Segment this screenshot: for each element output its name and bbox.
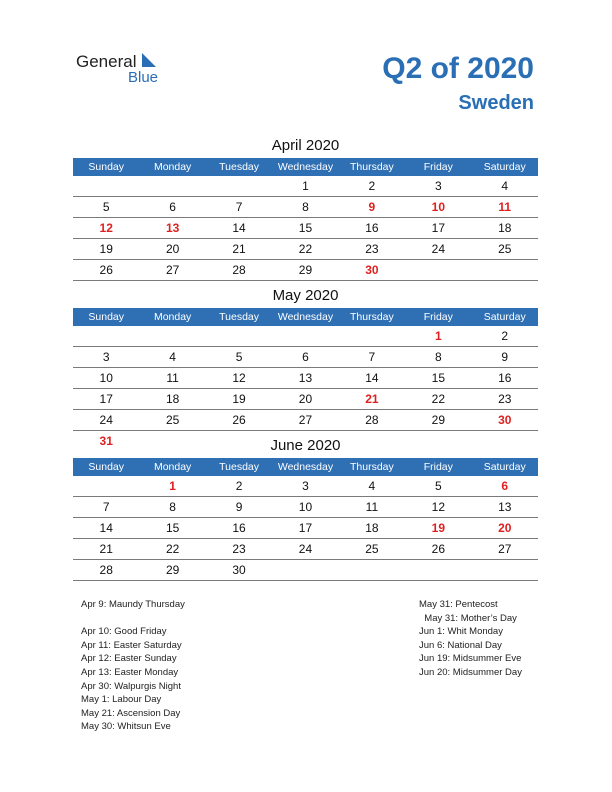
holiday-note: May 31: Pentecost <box>419 599 498 610</box>
day-cell: 1 <box>169 479 176 493</box>
holiday-note: Apr 12: Easter Sunday <box>81 653 177 665</box>
weekday-label: Wednesday <box>277 311 334 323</box>
day-cell: 29 <box>298 263 313 277</box>
day-cell: 28 <box>365 413 379 427</box>
month-weeks <box>73 326 538 451</box>
holiday-note: Jun 6: National Day <box>419 639 502 651</box>
weekday-label: Wednesday <box>277 461 334 473</box>
holiday-note: Jun 20: Midsummer Day <box>419 666 522 678</box>
weekday-label: Tuesday <box>219 161 259 173</box>
day-cell: 4 <box>169 350 176 364</box>
weekday-label: Sunday <box>88 311 125 323</box>
weekday-label: Thursday <box>350 161 394 173</box>
weekday-label: Monday <box>153 161 192 173</box>
logo-triangle-icon <box>142 53 156 67</box>
day-cell: 19 <box>431 521 445 535</box>
holiday-note: May 21: Ascension Day <box>81 707 181 719</box>
weekday-header <box>73 158 538 176</box>
day-cell: 6 <box>169 200 176 214</box>
day-cell: 12 <box>431 500 445 514</box>
day-cell: 27 <box>298 413 313 427</box>
day-cell: 6 <box>501 479 509 493</box>
day-cell: 9 <box>501 350 509 364</box>
weekday-label: Monday <box>153 461 192 473</box>
month-may <box>73 284 538 451</box>
day-cell: 16 <box>232 521 246 535</box>
weekday-label: Tuesday <box>219 461 259 473</box>
day-cell <box>139 176 205 196</box>
day-cell <box>73 176 139 196</box>
day-cell <box>206 326 272 346</box>
day-cell <box>472 560 538 580</box>
day-cell: 22 <box>165 542 180 556</box>
day-cell: 18 <box>498 221 512 235</box>
day-cell: 23 <box>498 392 512 406</box>
day-cell: 10 <box>298 500 313 514</box>
day-cell: 22 <box>298 242 313 256</box>
holiday-note: May 31: Mother’s Day <box>419 612 517 624</box>
day-cell: 21 <box>99 542 113 556</box>
day-cell <box>139 326 205 346</box>
weekday-label: Sunday <box>88 161 125 173</box>
day-cell <box>472 260 538 280</box>
weekday-label: Saturday <box>483 311 526 323</box>
day-cell: 15 <box>431 371 445 385</box>
day-cell <box>339 560 405 580</box>
day-cell: 14 <box>365 371 379 385</box>
week-row <box>73 539 538 560</box>
week-row <box>73 476 538 497</box>
generalblue-logo <box>76 52 176 92</box>
month-title: April 2020 <box>271 137 340 154</box>
day-cell: 13 <box>298 371 313 385</box>
day-cell: 7 <box>102 500 110 514</box>
week-row <box>73 518 538 539</box>
weekday-label: Friday <box>423 161 453 173</box>
day-cell: 24 <box>99 413 113 427</box>
day-cell: 17 <box>99 392 113 406</box>
day-cell <box>405 260 471 280</box>
day-cell: 9 <box>368 200 376 214</box>
weekday-label: Wednesday <box>277 161 334 173</box>
day-cell: 12 <box>99 221 113 235</box>
week-row <box>73 176 538 197</box>
day-cell: 18 <box>165 392 180 406</box>
day-cell: 19 <box>232 392 246 406</box>
month-weeks <box>73 176 538 281</box>
day-cell: 4 <box>501 179 509 193</box>
day-cell: 20 <box>498 521 512 535</box>
holiday-note: Apr 9: Maundy Thursday <box>81 599 185 610</box>
day-cell: 9 <box>235 500 243 514</box>
day-cell: 10 <box>431 200 445 214</box>
month-weeks <box>73 476 538 581</box>
day-cell: 3 <box>434 179 442 193</box>
day-cell: 1 <box>302 179 309 193</box>
day-cell: 11 <box>498 200 512 214</box>
day-cell: 2 <box>235 479 243 493</box>
day-cell: 21 <box>232 242 246 256</box>
week-row <box>73 560 538 581</box>
day-cell: 19 <box>99 242 113 256</box>
week-row <box>73 410 538 431</box>
weekday-header <box>73 308 538 326</box>
day-cell: 3 <box>302 479 309 493</box>
day-cell: 11 <box>365 500 379 514</box>
month-june <box>73 434 538 581</box>
day-cell: 14 <box>99 521 113 535</box>
day-cell <box>73 326 139 346</box>
day-cell: 5 <box>235 350 243 364</box>
day-cell: 27 <box>498 542 512 556</box>
day-cell: 22 <box>431 392 445 406</box>
day-cell: 26 <box>431 542 445 556</box>
day-cell: 15 <box>298 221 313 235</box>
day-cell: 12 <box>232 371 246 385</box>
day-cell <box>339 326 405 346</box>
week-row <box>73 239 538 260</box>
day-cell: 8 <box>434 350 442 364</box>
holiday-note: Jun 19: Midsummer Eve <box>419 653 522 665</box>
holiday-note: Apr 10: Good Friday <box>81 626 167 638</box>
day-cell: 4 <box>368 479 376 493</box>
weekday-label: Thursday <box>350 311 394 323</box>
week-row <box>73 197 538 218</box>
day-cell: 2 <box>501 329 509 343</box>
day-cell: 25 <box>498 242 512 256</box>
day-cell: 30 <box>365 263 379 277</box>
weekday-label: Friday <box>423 461 453 473</box>
logo-text-blue: Blue <box>128 69 159 86</box>
day-cell: 29 <box>431 413 445 427</box>
day-cell: 8 <box>302 200 309 214</box>
day-cell: 20 <box>165 242 180 256</box>
week-row <box>73 260 538 281</box>
day-cell: 25 <box>165 413 180 427</box>
day-cell <box>73 476 139 496</box>
week-row <box>73 389 538 410</box>
day-cell: 1 <box>434 329 442 343</box>
day-cell: 13 <box>165 221 180 235</box>
weekday-label: Saturday <box>483 161 526 173</box>
weekday-header <box>73 458 538 476</box>
day-cell: 10 <box>99 371 113 385</box>
holiday-note: Apr 13: Easter Monday <box>81 666 179 678</box>
week-row <box>73 326 538 347</box>
day-cell: 20 <box>298 392 313 406</box>
day-cell: 16 <box>498 371 512 385</box>
day-cell <box>272 560 338 580</box>
holiday-note: Apr 30: Walpurgis Night <box>81 680 181 692</box>
week-row <box>73 347 538 368</box>
holiday-note: Jun 1: Whit Monday <box>419 626 503 638</box>
day-cell: 13 <box>498 500 512 514</box>
day-cell: 28 <box>232 263 246 277</box>
day-cell: 30 <box>498 413 512 427</box>
day-cell: 7 <box>368 350 376 364</box>
week-row <box>73 218 538 239</box>
logo-text-general: General <box>76 52 137 71</box>
day-cell <box>272 326 338 346</box>
day-cell: 11 <box>166 371 179 385</box>
day-cell: 31 <box>99 434 113 448</box>
page-title: Q2 of 2020 <box>382 52 534 85</box>
day-cell: 24 <box>431 242 445 256</box>
weekday-label: Saturday <box>483 461 526 473</box>
day-cell: 18 <box>365 521 379 535</box>
week-row <box>73 368 538 389</box>
week-row <box>73 497 538 518</box>
day-cell: 28 <box>99 563 113 577</box>
day-cell: 5 <box>102 200 110 214</box>
day-cell: 16 <box>365 221 379 235</box>
day-cell: 5 <box>434 479 442 493</box>
day-cell: 24 <box>298 542 313 556</box>
day-cell: 14 <box>232 221 246 235</box>
day-cell: 25 <box>365 542 379 556</box>
month-title: May 2020 <box>272 287 339 304</box>
weekday-label: Monday <box>153 311 192 323</box>
day-cell: 17 <box>298 521 313 535</box>
note-gap <box>81 612 185 626</box>
day-cell: 6 <box>302 350 309 364</box>
day-cell: 15 <box>165 521 180 535</box>
day-cell: 26 <box>99 263 113 277</box>
day-cell: 29 <box>165 563 180 577</box>
day-cell: 21 <box>365 392 379 406</box>
day-cell: 7 <box>235 200 243 214</box>
month-title: June 2020 <box>270 437 341 454</box>
day-cell: 27 <box>165 263 180 277</box>
country-name: Sweden <box>458 92 534 114</box>
holiday-note: May 30: Whitsun Eve <box>81 721 171 733</box>
weekday-label: Thursday <box>350 461 394 473</box>
day-cell: 2 <box>368 179 376 193</box>
day-cell: 17 <box>431 221 445 235</box>
day-cell <box>206 176 272 196</box>
weekday-label: Sunday <box>88 461 125 473</box>
holiday-list-right <box>419 598 522 680</box>
day-cell: 26 <box>232 413 246 427</box>
day-cell: 3 <box>102 350 110 364</box>
holiday-note: Apr 11: Easter Saturday <box>81 639 182 651</box>
day-cell <box>405 560 471 580</box>
month-april <box>73 134 538 281</box>
day-cell: 30 <box>232 563 246 577</box>
day-cell: 8 <box>169 500 176 514</box>
weekday-label: Tuesday <box>219 311 259 323</box>
holiday-list-left <box>81 598 185 734</box>
day-cell: 23 <box>365 242 379 256</box>
weekday-label: Friday <box>423 311 453 323</box>
day-cell: 23 <box>232 542 246 556</box>
holiday-note: May 1: Labour Day <box>81 694 162 706</box>
